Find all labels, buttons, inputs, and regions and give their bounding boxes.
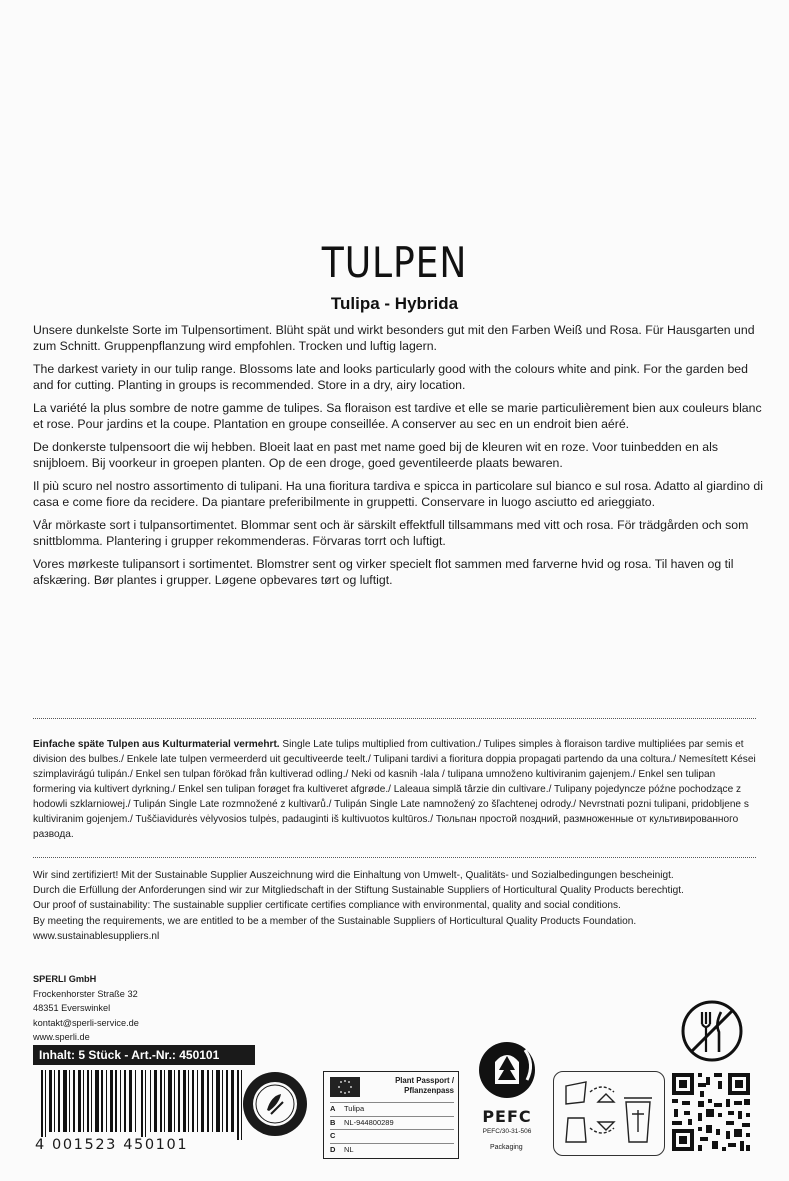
description-da: Vores mørkeste tulipansort i sortimentet. Blomstrer sent og virker specielt flot sammen med farverne hvid og rosa. Til haven og til afskæring. Bør plantes i grupper. Løgene opbevares tørt og luftigt. <box>33 557 734 587</box>
pefc-code: PEFC/30-31-506 <box>482 1128 532 1135</box>
description-block <box>33 322 763 595</box>
pefc-logo <box>472 1040 542 1150</box>
company-website[interactable]: www.sperli.de <box>33 1032 90 1043</box>
botanical-name: Tulipa - Hybrida <box>330 294 459 313</box>
certification-note <box>33 868 758 944</box>
passport-header: Plant Passport / Pflanzenpass <box>395 1076 454 1095</box>
packaging-label: Packaging <box>490 1144 523 1151</box>
address-street: Frockenhorster Straße 32 <box>33 988 138 999</box>
plant-passport <box>323 1071 459 1159</box>
product-title: TULPEN <box>321 238 468 287</box>
qr-code-icon[interactable] <box>670 1071 752 1153</box>
cert-line: Durch die Erfüllung der Anforderungen sind wir zur Mitgliedschaft in der Stiftung Sustainable Suppliers of Horticultural Quality Products berechtigt. <box>33 885 684 897</box>
contents-article-bar: Inhalt: 5 Stück - Art.-Nr.: 450101 <box>33 1045 255 1065</box>
company-email[interactable]: kontakt@sperli-service.de <box>33 1017 139 1028</box>
description-sv: Vår mörkaste sort i tulpansortimentet. Blommar sent och är särskilt effektfull tillsammans med vitt och rosa. För trädgården och som snittblomma. Plantering i grupper rekommenderas. Förvaras torrt och luftigt. <box>33 518 749 548</box>
description-en: The darkest variety in our tulip range. Blossoms late and looks particularly good with the colours white and pink. For the garden bed and for cutting. Planting in groups is recommended. Store in a dry, airy location. <box>33 362 748 392</box>
cert-line: By meeting the requirements, we are entitled to be a member of the Sustainable Suppliers of Horticultural Quality Products Foundation. <box>33 915 637 927</box>
cultivation-note <box>33 737 758 842</box>
divider <box>33 857 756 858</box>
description-de: Unsere dunkelste Sorte im Tulpensortiment. Blüht spät und wirkt besonders gut mit den Farben Weiß und Rosa. Für Hausgarten und zum Schnitt. Gruppenpflanzung wird empfohlen. Trocken und luftig lagern. <box>33 323 755 353</box>
cert-line: Our proof of sustainability: The sustainable supplier certificate certifies compliance with environmental, quality and social conditions. <box>33 900 621 912</box>
cert-url[interactable]: www.sustainablesuppliers.nl <box>33 930 160 942</box>
description-nl: De donkerste tulpensoort die wij hebben. Bloeit laat en past met name goed bij de kleuren wit en roze. Voor tuinbedden en als snijbloem. Bij voorkeur in groepen planten. Op de een droge, goed geventileerde plaats bewaren. <box>33 440 718 470</box>
company-address <box>33 972 139 1045</box>
address-city: 48351 Everswinkel <box>33 1003 111 1014</box>
divider <box>33 718 756 719</box>
cert-line: Wir sind zertifiziert! Mit der Sustainable Supplier Auszeichnung wird die Einhaltung von Umwelt-, Qualitäts- und Sozialbedingungen bescheinigt. <box>33 870 674 881</box>
description-it: Il più scuro nel nostro assortimento di tulipani. Ha una fioritura tardiva e spicca in particolare sul bianco e sul rosa. Adatto al giardino di casa e come fiore da recidere. Da piantare preferibilmente in gruppetti. Conservare in luogo asciutto ed arieggiato. <box>33 479 764 509</box>
eu-flag-icon <box>330 1077 360 1097</box>
passport-row: D NL <box>330 1143 454 1157</box>
passport-rows <box>330 1102 454 1156</box>
passport-row: A Tulipa <box>330 1102 454 1116</box>
pefc-tree-icon <box>475 1040 539 1100</box>
barcode-number: 4 001523 450101 <box>35 1137 189 1153</box>
cultivation-text: Single Late tulips multiplied from cultivation./ Tulipes simples à floraison tardive multipliées par semis et division des bulbes./ Enkele late tulpen vermeerderd uit gecultiveerde teelt./ Tulipani tardivi a fioritura doppia propagati partendo da una coltura./ Nemesített Kései szimplavirágú tulipán./ Enkel sen tulpan förökad från kultiverad odling./ Neki od kasnih -lala / tulipana umnoženo kultiviranim gajenjem./ Enkel sen tulipan formering via kultivert dyrkning./ Enkel sen tulipan forøget fra kultiveret afgrøde./ Laleaua simplă târzie din cultivare./ Tulipany pojedyncze późne pochodzące z hodowli szklarniowej./ Tulipán Single Late rozmnožené z kultivarů./ Tulipán Single Late namnožený zo šľachtenej odrody./ Nevrstnati pozni tulipani, pridobljene s kultiviranim gojenjem./ Tuščiavidurės vėlyvosios tulpės, padauginti iš kultivuotos kultūros./ Тюльпан простой поздний, размноженные от культивированного развода. <box>33 739 756 840</box>
company-name: SPERLI GmbH <box>33 974 97 984</box>
passport-row: B NL-944800289 <box>330 1116 454 1130</box>
sustainable-supplier-seal-icon <box>241 1070 309 1138</box>
pefc-wordmark: PEFC <box>482 1107 532 1126</box>
passport-row: C <box>330 1129 454 1143</box>
not-food-icon <box>679 998 745 1064</box>
recycling-icon <box>553 1071 665 1156</box>
description-fr: La variété la plus sombre de notre gamme de tulipes. Sa floraison est tardive et elle se marie particulièrement bien aux couleurs blanc et rose. Pour jardins et la coupe. Plantation en groupe conseillée. A conserver au sec en un endroit bien aéré. <box>33 401 762 431</box>
cultivation-lead: Einfache späte Tulpen aus Kulturmaterial vermehrt. <box>33 739 280 750</box>
